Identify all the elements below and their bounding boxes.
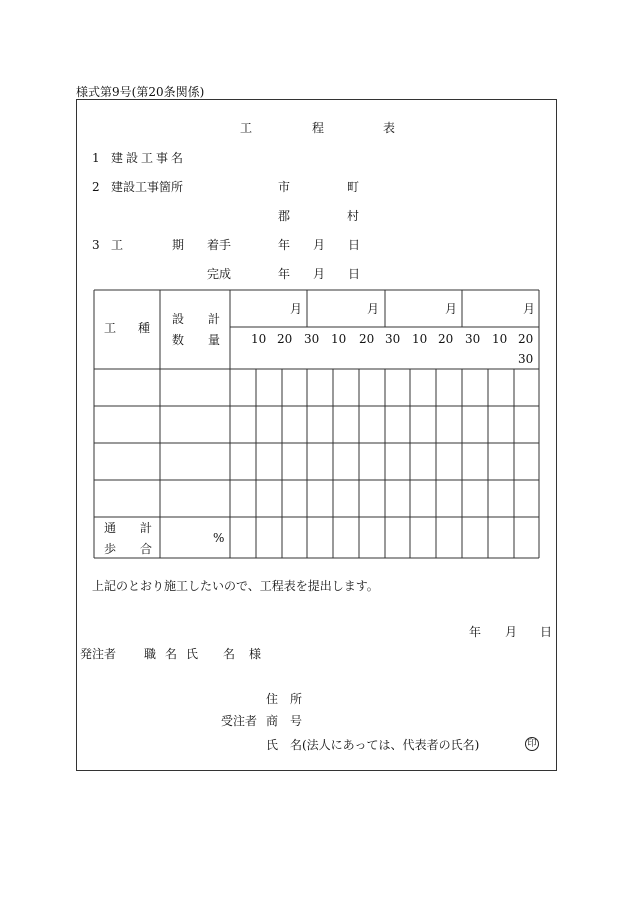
orderer-title-1: 職 [144, 647, 157, 661]
day-tick-4: 10 [331, 332, 347, 346]
item2-number: 2 [92, 180, 100, 194]
day-tick-8: 20 [438, 332, 454, 346]
seal-mark: 印 [525, 737, 539, 751]
start-month: 月 [313, 238, 326, 252]
submission-statement: 上記のとおり施工したいので、工程表を提出します。 [92, 579, 379, 593]
submit-day: 日 [540, 625, 553, 639]
month-label-3: 月 [445, 302, 458, 316]
contractor-address-2: 所 [290, 692, 303, 706]
contractor-name-2: 名(法人にあっては、代表者の氏名) [290, 738, 480, 752]
total-label-1a: 通 [104, 521, 117, 535]
contractor-name-1: 氏 [266, 738, 279, 752]
item1-label: 建設工事名 [111, 151, 187, 165]
contractor-address-1: 住 [266, 692, 279, 706]
col-header-design-1b: 計 [208, 312, 221, 326]
item1-number: 1 [92, 151, 100, 165]
month-label-1: 月 [290, 302, 303, 316]
submit-month: 月 [505, 625, 518, 639]
day-tick-3: 30 [304, 332, 320, 346]
percent-sign: % [213, 531, 225, 545]
item2-label: 建設工事箇所 [111, 180, 184, 194]
item3-number: 3 [92, 238, 100, 252]
day-tick-7: 10 [412, 332, 428, 346]
col-header-type-2: 種 [138, 321, 151, 335]
start-year: 年 [278, 238, 291, 252]
county-label: 郡 [278, 209, 291, 223]
contractor-trade-2: 号 [290, 714, 303, 728]
total-label-1b: 計 [140, 521, 153, 535]
completion-year: 年 [278, 267, 291, 281]
total-label-2a: 歩 [104, 542, 117, 556]
day-tick-6: 30 [385, 332, 401, 346]
day-tick-9: 30 [465, 332, 481, 346]
completion-label: 完成 [207, 267, 232, 281]
orderer-name-1: 氏 [186, 647, 199, 661]
title-char-2: 程 [312, 121, 325, 135]
city-label: 市 [278, 180, 291, 194]
completion-day: 日 [348, 267, 361, 281]
col-header-design-2b: 量 [208, 333, 221, 347]
day-tick-11: 20 [518, 332, 534, 346]
col-header-type-1: 工 [104, 321, 117, 335]
orderer-title-2: 名 [165, 647, 178, 661]
day-tick-1: 10 [251, 332, 267, 346]
month-label-2: 月 [367, 302, 380, 316]
col-header-design-2a: 数 [172, 333, 185, 347]
day-tick-5: 20 [359, 332, 375, 346]
contractor-label: 受注者 [221, 714, 258, 728]
start-label: 着手 [207, 238, 232, 252]
form-number: 様式第9号(第20条関係) [76, 85, 205, 99]
town-label: 町 [347, 180, 360, 194]
period-label-2: 期 [172, 238, 185, 252]
title-char-1: 工 [240, 121, 253, 135]
completion-month: 月 [313, 267, 326, 281]
day-tick-10: 10 [492, 332, 508, 346]
col-header-design-1a: 設 [172, 312, 185, 326]
village-label: 村 [347, 209, 360, 223]
total-label-2b: 合 [140, 542, 153, 556]
day-tick-2: 20 [277, 332, 293, 346]
submit-year: 年 [469, 625, 482, 639]
start-day: 日 [348, 238, 361, 252]
title-char-3: 表 [383, 121, 396, 135]
contractor-trade-1: 商 [266, 714, 279, 728]
orderer-name-2: 名 [223, 647, 236, 661]
orderer-honorific: 様 [249, 647, 262, 661]
orderer-label: 発注者 [80, 647, 117, 661]
day-tick-12: 30 [518, 352, 534, 366]
month-label-4: 月 [523, 302, 536, 316]
period-label-1: 工 [111, 238, 124, 252]
